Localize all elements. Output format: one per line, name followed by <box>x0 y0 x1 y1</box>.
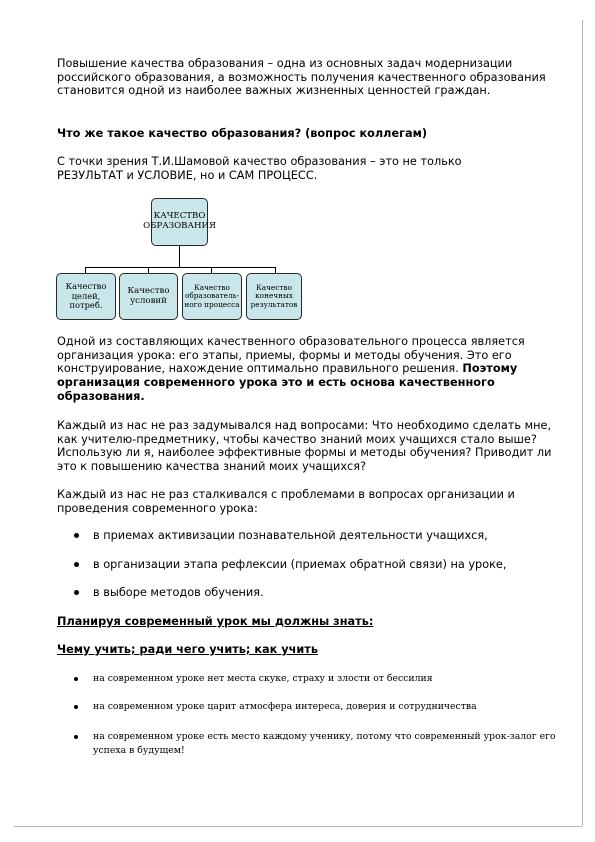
list-item: на современном уроке нет места скуке, страху и злости от бессилия <box>93 673 433 684</box>
diagram-child-conditions: Качество условий <box>119 273 178 320</box>
plan-heading: Планируя современный урок мы должны знать: <box>57 615 374 628</box>
bullet-icon <box>74 705 78 709</box>
definition-paragraph: С точки зрения Т.И.Шамовой качество образования – это не только РЕЗУЛЬТАТ и УСЛОВИЕ, но и САМ ПРОЦЕСС. <box>57 155 462 182</box>
list-item: в выборе методов обучения. <box>93 586 264 599</box>
diagram-child-process: Качество образователь- ного процесса <box>182 273 242 320</box>
what-heading: Чему учить; ради чего учить; как учить <box>57 643 318 656</box>
list-item: в организации этапа рефлексии (приемах обратной связи) на уроке, <box>93 558 507 571</box>
list-item: на современном уроке царит атмосфера интереса, доверия и сотрудничества <box>93 701 477 712</box>
page-border-right <box>582 20 583 826</box>
diagram-connector-vertical <box>179 246 180 267</box>
diagram-connector-horizontal <box>85 267 275 268</box>
bullet-icon <box>74 735 78 739</box>
lesson-paragraph-text: Одной из составляющих качественного образовательного процесса является организация урока: его этапы, приемы, формы и методы обучения. Это его конструирование, нахождение оптимально правильного решения. <box>57 335 525 376</box>
bullet-icon <box>74 590 79 595</box>
diagram-child-goals: Качество целей, потреб. <box>56 273 116 320</box>
question-heading: Что же такое качество образования? (вопрос коллегам) <box>57 127 428 140</box>
page-border-bottom <box>14 826 582 827</box>
lesson-paragraph <box>57 335 552 404</box>
lesson-paragraph-emphasis: Поэтому организация современного урока это и есть основа качественного образования. <box>57 362 518 403</box>
bullet-icon <box>74 533 79 538</box>
bullet-icon <box>74 562 79 567</box>
list-item: в приемах активизации познавательной деятельности учащихся, <box>93 529 488 542</box>
bullet-icon <box>74 677 78 681</box>
intro-paragraph: Повышение качества образования – одна из основных задач модернизации российского образования, а возможность получения качественного образования становится одной из наиболее важных жизненных ценностей граждан. <box>57 57 546 98</box>
diagram-child-results: Качество конечных результатов <box>246 273 302 320</box>
diagram-root-box: КАЧЕСТВО ОБРАЗОВАНИЯ <box>151 198 208 246</box>
list-item: на современном уроке есть место каждому ученику, потому что современный урок-залог его успеха в будущем! <box>93 731 556 756</box>
questions-paragraph: Каждый из нас не раз задумывался над вопросами: Что необходимо сделать мне, как учителю-предметнику, чтобы качество знаний моих учащихся стало выше? Использую ли я, наиболее эффективные формы и методы обучения? Приводит ли это к повышению качества знаний моих учащихся? <box>57 419 552 474</box>
problems-paragraph: Каждый из нас не раз сталкивался с проблемами в вопросах организации и проведения современного урока: <box>57 488 515 515</box>
